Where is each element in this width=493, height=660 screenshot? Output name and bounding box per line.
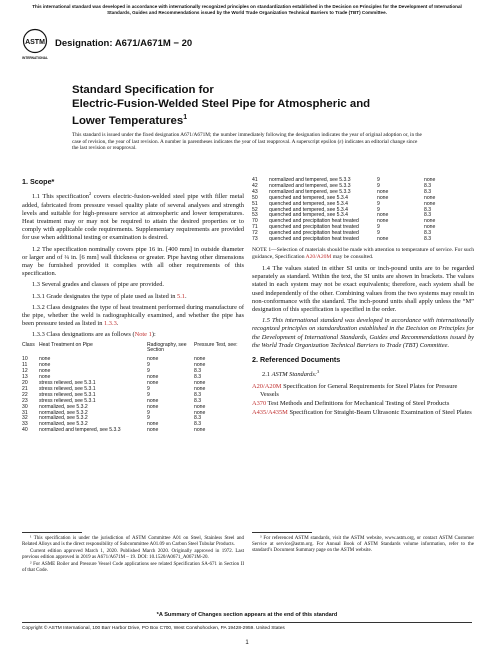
heat-treatment: normalized and tempered, see 5.3.3 [269,182,351,189]
title-line-1: Standard Specification for [72,84,214,96]
radiography: none [377,218,389,225]
class-code: 21 [22,385,28,392]
heat-treatment: quenched and tempered, see 5.3.4 [269,194,349,201]
svg-text:ASTM: ASTM [25,39,45,46]
pressure-test: none [194,409,206,416]
para-1-3: 1.3 Several grades and classes of pipe are provided. [32,281,165,289]
ref-item [252,409,474,417]
link-1-3-3[interactable]: 1.3.3 [104,320,117,328]
footnotes-right [252,532,474,555]
heat-treatment: quenched and tempered, see 5.3.4 [269,212,349,219]
referenced-documents-heading: 2. Referenced Documents [252,355,341,364]
footnote-3: ³ For referenced ASTM standards, visit the ASTM website, www.astm.org, or contact ASTM Customer Service at service@astm.org. For Annual Book of ASTM Standards volume information, refer to the standard’s Document Summary page on the ASTM website. [252,536,474,554]
class-code: 41 [252,177,258,183]
heat-treatment: stress relieved, see 5.3.1 [39,397,96,404]
footnotes-left [22,532,244,576]
class-code: 43 [252,188,258,195]
class-code: 20 [22,380,28,387]
para-1-1 [22,190,244,242]
class-code: 40 [22,427,28,434]
para-1-3-1-end: . [185,292,187,300]
class-code: 13 [22,374,28,381]
para-2-1 [252,368,474,379]
pressure-test: none [424,218,436,225]
summary-of-changes-notice: *A Summary of Changes section appears at the end of this standard [156,612,338,618]
heat-treatment: quenched and precipitation heat treated [269,224,359,231]
radiography: 9 [377,230,380,237]
footnote-3-marker: 3 [316,369,320,375]
class-row [22,428,244,434]
document-title [72,84,432,129]
para-1-2: 1.2 The specification nominally covers pipe 16 in. [400 mm] in outside diameter or larger and of ¼ in. [6 mm] wall thickness or greater. Pipe having other dimensions may be furnished provided it complies with all other requirements of this specification. [22,245,244,278]
radiography: none [147,427,159,434]
pressure-test: 8.3 [194,415,202,422]
radiography: 9 [147,391,150,398]
pressure-test: 8.3 [194,421,202,428]
title-footnote-marker: 1 [183,114,188,122]
heat-treatment: quenched and precipitation heat treated [269,236,359,243]
class-table-right-body [252,178,474,243]
class-row [252,237,474,243]
ref-item [252,400,474,408]
designation: Designation: A671/A671M − 20 [55,38,193,49]
link-a20-a20m[interactable]: A20/A20M [252,382,282,390]
class-code: 50 [252,194,258,201]
heat-treatment: normalized and tempered, see 5.3.3 [269,177,351,183]
heat-treatment: normalized, see 5.3.2 [39,403,88,410]
radiography: none [147,403,159,410]
link-a20[interactable]: A20/A20M [305,253,332,260]
heat-treatment: normalized and tempered, see 5.3.3 [39,427,121,434]
para-1-3-3 [22,331,244,339]
pressure-test: none [424,200,436,207]
heat-treatment: normalized, see 5.3.2 [39,409,88,416]
title-line-2: Electric-Fusion-Welded Steel Pipe for Atmospheric and [72,97,371,110]
pressure-test: 8.3 [194,391,202,398]
radiography: 9 [147,385,150,392]
para-1-3-1 [22,293,244,301]
link-5-1[interactable]: 5.1 [177,292,185,300]
class-code: 30 [22,403,28,410]
radiography: 9 [377,224,380,231]
header-radiography: Radiography, see Section [147,341,187,354]
note-1-end: may be consulted. [331,253,374,260]
footnote-1-edition: Current edition approved March 1, 2020. Published March 2020. Originally approved in 1972. Last previous edition approved in 2019 as A671/A671M – 19. DOI: 10.1520/A0671_A0671M-20. [22,549,244,561]
radiography: 9 [147,409,150,416]
radiography: 9 [377,177,380,183]
class-code: 73 [252,236,258,243]
para-1-3-3-text: 1.3.3 Class designations are as follows ( [32,331,135,339]
para-1-3-2-text: 1.3.2 Class designates the type of heat treatment performed during manufacture of the pipe, whether the weld is radiographically examined, and whether the pipe has been pressure tested as listed in [22,303,244,328]
heat-treatment: quenched and precipitation heat treated [269,230,359,237]
pressure-test: 8.3 [194,397,202,404]
class-table-header [22,343,244,358]
heat-treatment: none [39,368,51,375]
title-line-3 [72,111,432,128]
heat-treatment: quenched and tempered, see 5.3.4 [269,200,349,207]
right-column [252,178,474,418]
para-1-5: 1.5 This international standard was developed in accordance with internationally recognized principles on standardization established in the Decision on Principles for the Development of International Standards, Guides and Recommendations issued by the World Trade Organization Technical Barriers to Trade (TBT) Committee. [252,317,474,349]
link-a435[interactable]: A435/A435M [252,409,288,417]
para-1-3-2 [22,304,244,329]
pressure-test: none [424,224,436,231]
pressure-test: 8.3 [424,236,432,243]
radiography: none [147,397,159,404]
para-1-4: 1.4 The values stated in either SI units or inch-pound units are to be regarded separately as standard. Within the text, the SI units are shown in brackets. The values stated in each system may not be exact equivalents; therefore, each system shall be used independently of the other. Combining values from the two systems may result in non-conformance with the standard. The inch-pound units shall apply unless the “M” designation of this specification is specified in the order. [252,264,474,313]
class-code: 31 [22,409,28,416]
class-table-right [252,178,474,243]
class-code: 11 [22,362,28,369]
radiography: none [147,421,159,428]
astm-logo [22,28,48,62]
radiography: 9 [377,200,380,207]
issued-statement: This standard is issued under the fixed designation A671/A671M; the number immediately following the designation indicates the year of original adoption or, in the case of revision, the year of last revision. A number in parentheses indicates the year of last reapproval. A superscript epsilon (ε) indicates an editorial change since the last revision or reapproval. [72,132,422,152]
ref-item [252,383,474,399]
class-code: 12 [22,368,28,375]
note-1 [252,247,474,261]
heat-treatment: none [39,356,51,363]
footnote-2: ² For ASME Boiler and Pressure Vessel Code applications see related Specification SA-671 in Section II of that Code. [22,562,244,574]
radiography: none [147,380,159,387]
radiography: 9 [147,362,150,369]
link-note-1[interactable]: Note 1 [134,331,152,339]
pressure-test: none [194,385,206,392]
para-1-3-1-text: 1.3.1 Grade designates the type of plate used as listed in [32,292,177,300]
para-1-3-3-end: ): [151,331,156,339]
pressure-test: 8.3 [424,188,432,195]
footnote-2-marker: 2 [89,191,92,197]
class-code: 52 [252,206,258,213]
pressure-test: 8.3 [424,182,432,189]
header-heat-treatment: Heat Treatment on Pipe [39,341,93,348]
radiography: none [377,194,389,201]
radiography: none [377,188,389,195]
footer-rule [22,622,472,623]
header-class: Class [22,341,35,348]
page-number: 1 [245,640,249,646]
ref-a435-title: Specification for Straight-Beam Ultrasonic Examination of Steel Plates [287,409,472,417]
class-code: 33 [22,421,28,428]
class-table-left-body [22,357,244,434]
radiography: none [377,236,389,243]
class-table-left [22,343,244,435]
radiography: none [147,356,159,363]
radiography: 9 [147,415,150,422]
pressure-test: none [194,362,206,369]
heat-treatment: stress relieved, see 5.3.1 [39,380,96,387]
heat-treatment: normalized, see 5.3.2 [39,421,88,428]
heat-treatment: none [39,362,51,369]
pressure-test: 8.3 [424,212,432,219]
pressure-test: none [194,380,206,387]
pressure-test: none [194,427,206,434]
class-code: 10 [22,356,28,363]
radiography: 9 [147,368,150,375]
heat-treatment: quenched and tempered, see 5.3.4 [269,206,349,213]
radiography: none [147,374,159,381]
pressure-test: none [194,403,206,410]
heat-treatment: normalized, see 5.3.2 [39,415,88,422]
radiography: 9 [377,206,380,213]
link-a370[interactable]: A370 [252,399,267,407]
class-code: 32 [22,415,28,422]
logo-caption: INTERNATIONAL [22,56,48,60]
para-1-3-2-end: . [116,320,119,328]
note-1-text: NOTE 1—Selection of materials should be made with attention to temperature of service. For such guidance, Specification [252,246,474,260]
heat-treatment: none [39,374,51,381]
class-code: 51 [252,200,258,207]
scope-heading: 1. Scope* [22,177,55,186]
pressure-test: 8.3 [194,374,202,381]
pressure-test: none [424,177,436,183]
class-code: 71 [252,224,258,231]
footnote-1: ¹ This specification is under the jurisdiction of ASTM Committee A01 on Steel, Stainless Steel and Related Alloys and is the direct responsibility of Subcommittee A01.09 on Carbon Steel Tubular Products. [22,536,244,548]
heat-treatment: stress relieved, see 5.3.1 [39,385,96,392]
para-1-1-body: covers electric-fusion-welded steel pipe with filler metal added, fabricated from pressure vessel quality plate of several analyses and strength levels and suitable for high-pressure service at atmospheric and lower temperatures. Heat treatment may or may not be required to attain the desired properties or to comply with applicable code requirements. Supplementary requirements are provided for use when additional testing or examination is desired. [22,193,244,242]
class-code: 42 [252,182,258,189]
astm-standards-label: ASTM Standards: [271,371,317,379]
class-code: 72 [252,230,258,237]
pressure-test: none [194,356,206,363]
heat-treatment: stress relieved, see 5.3.1 [39,391,96,398]
copyright: Copyright © ASTM International, 100 Barr Harbor Drive, PO Box C700, West Conshohocken, PA 19428-2959. United States [22,626,285,631]
class-code: 70 [252,218,258,225]
class-code: 22 [22,391,28,398]
wto-notice: This international standard was developed in accordance with internationally recognized principles on standardization established in the Decision on Principles for the Development of International Standards, Guides and Recommendations issued by the World Trade Organization Technical Barriers to Trade (TBT) Committee. [32,4,462,15]
pressure-test: 8.3 [424,206,432,213]
footnote-rule [252,532,312,533]
ref-a370-title: Test Methods and Definitions for Mechanical Testing of Steel Products [266,399,450,407]
pressure-test: none [424,194,436,201]
radiography: 9 [377,182,380,189]
footnote-rule [22,532,82,533]
heat-treatment: normalized and tempered, see 5.3.3 [269,188,351,195]
title-line-3-text: Lower Temperatures [72,114,184,127]
pressure-test: 8.3 [424,230,432,237]
ref-a20-title: Specification for General Requirements for Steel Plates for Pressure Vessels [260,382,458,398]
class-code: 53 [252,212,258,219]
pressure-test: 8.3 [194,368,202,375]
para-2-1-number: 2.1 [262,371,272,379]
heat-treatment: quenched and precipitation heat treated [269,218,359,225]
para-1-1-lead: 1.1 This specification [32,193,89,201]
radiography: none [377,212,389,219]
header-pressure-test: Pressure Test, see: [194,341,238,348]
left-column [22,178,244,434]
class-code: 23 [22,397,28,404]
